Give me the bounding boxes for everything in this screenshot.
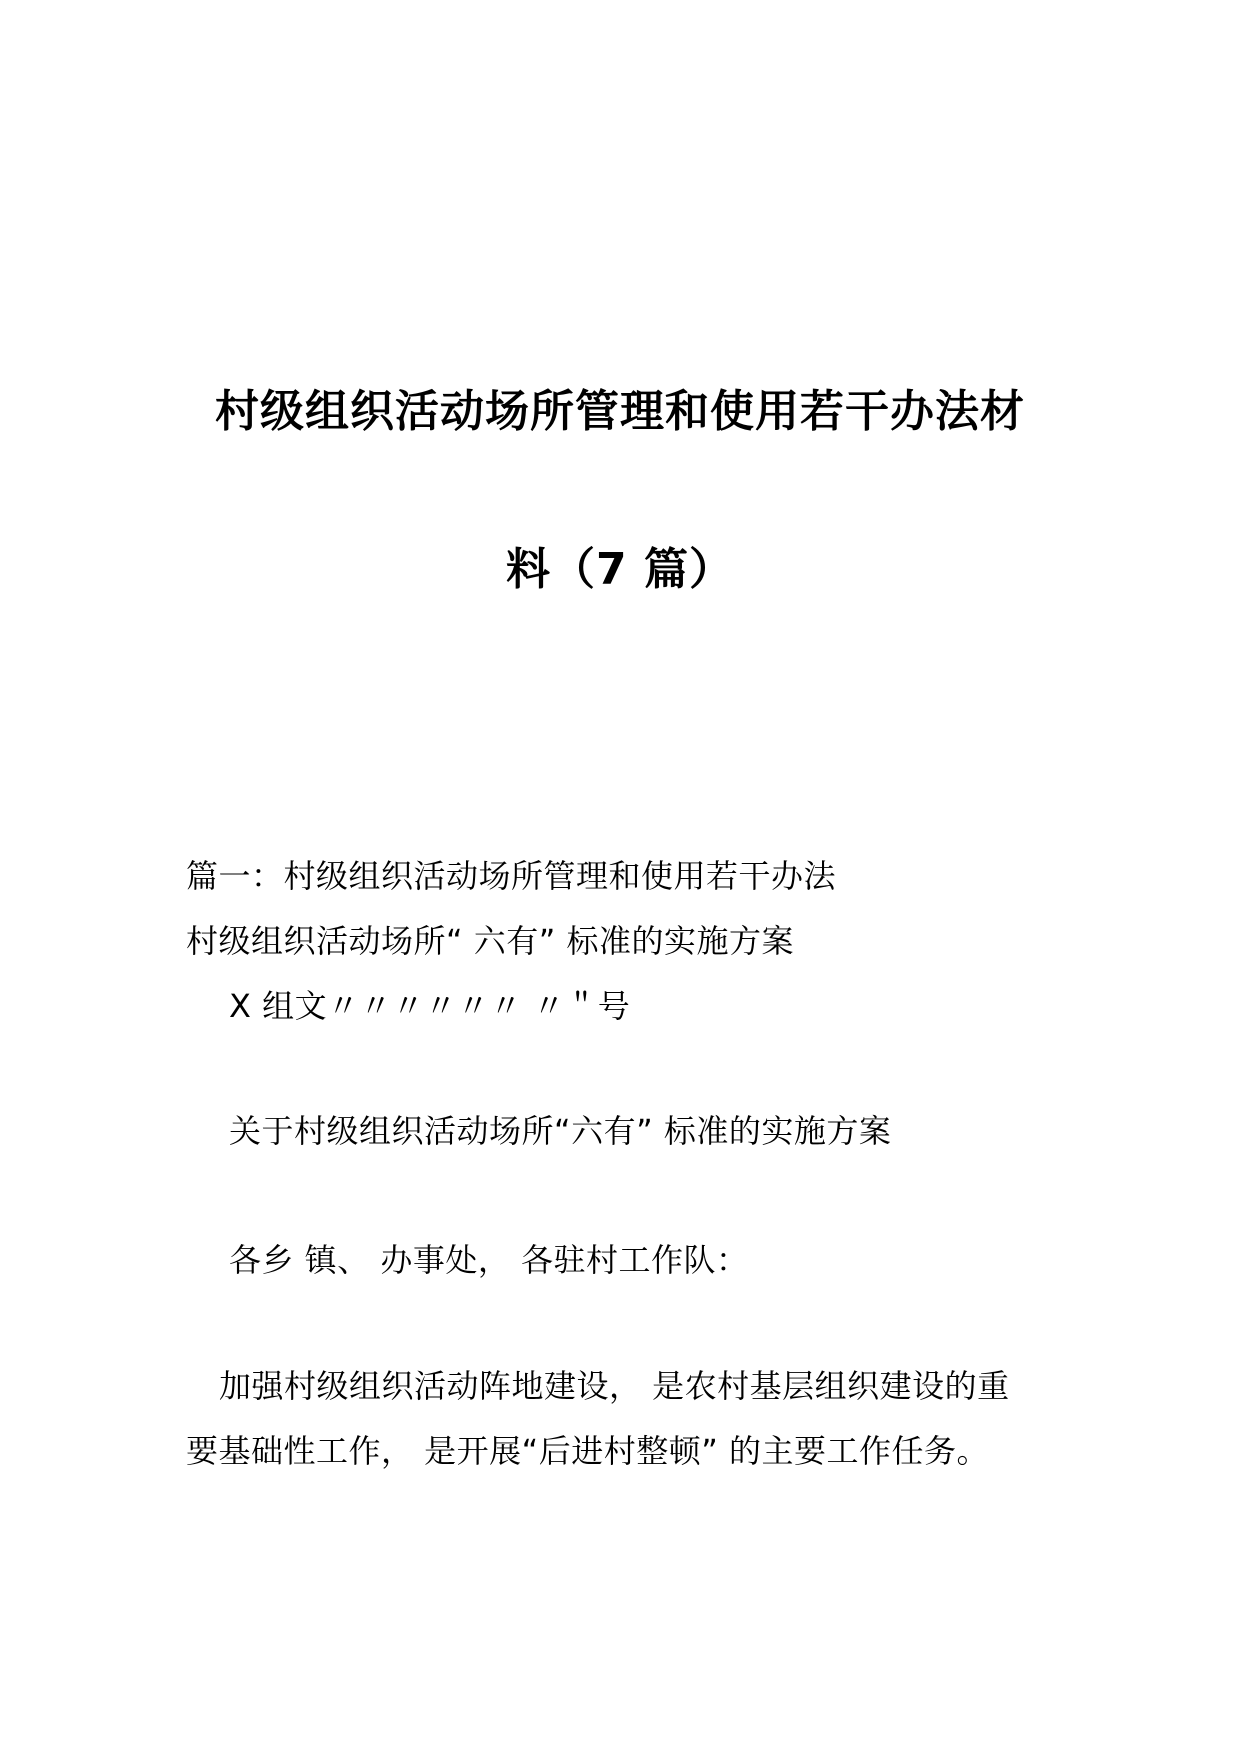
paragraph-line: 要基础性工作， 是开展“后进村整顿” 的主要工作任务。: [186, 1432, 990, 1470]
paragraph-line: 加强村级组织活动阵地建设， 是农村基层组织建设的重: [219, 1367, 1010, 1405]
document-title-line-2: 料（7 篇）: [506, 544, 734, 595]
salutation: 各乡 镇、 办事处， 各驻村工作队：: [229, 1241, 749, 1279]
section-heading: 篇一：村级组织活动场所管理和使用若干办法: [186, 857, 837, 895]
document-number: X 组文〃〃〃〃〃〃 〃＂号: [229, 987, 631, 1025]
document-title-line-1: 村级组织活动场所管理和使用若干办法材: [215, 386, 1025, 437]
subtitle: 村级组织活动场所“ 六有” 标准的实施方案: [186, 922, 795, 960]
plan-title: 关于村级组织活动场所“六有” 标准的实施方案: [229, 1112, 892, 1150]
